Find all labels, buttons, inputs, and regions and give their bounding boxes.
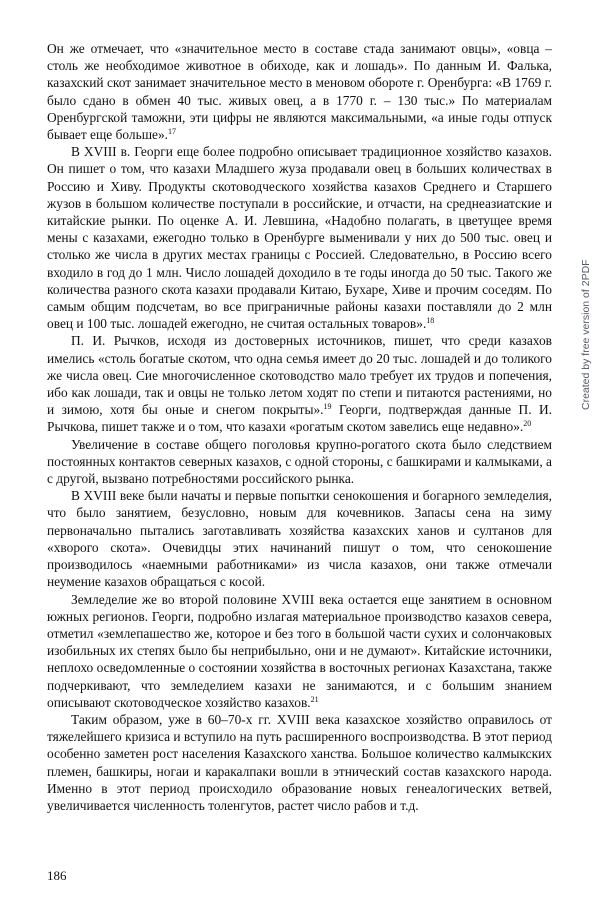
watermark-text: Created by free version of 2PDF: [580, 259, 592, 410]
paragraph-text: П. И. Рычков, исходя из достоверных источников, пишет, что среди казахов имелись «столь богатые скотом, что одна семья имеет до 20 тыс. лошадей и до толикого же числа овец. Сие многочисленное скотоводство мало требует их трудов и попечения, ибо как лошади, так и овцы не только летом ходят по степи и питаются растениями, но и зимою, хотя бы оные и снегом покрыты».: [47, 333, 552, 418]
paragraph-6: [47, 591, 552, 711]
paragraph-1: [47, 40, 552, 143]
paragraph-text-continued: Георги, подтверждая данные П. И. Рычкова, пишет также и о том, что казахи «рогатым скотом завелись еще недавно».: [47, 402, 553, 435]
page-number: 186: [47, 868, 67, 883]
page-body: [47, 40, 552, 814]
footnote-ref: 17: [168, 127, 177, 137]
paragraph-7: [47, 711, 552, 814]
paragraph-text: В XVIII веке были начаты и первые попытки сенокошения и богарного земледелия, что было занятием, безусловно, новым для кочевников. Запасы сена на зиму первоначально пытались заготавливать хозяйства казахских ханов и султанов для «хворого скота». Очевидцы этих начинаний пишут о том, что сенокошение производилось «наемными работниками» из числа казахов, они также отмечали неумение казахов обращаться с косой.: [47, 488, 552, 590]
paragraph-text: В XVIII в. Георги еще более подробно описывает традиционное хозяйство казахов. Он пишет о том, что казахи Младшего жуза продавали овец в больших количествах в Россию и Хиву. Продукты скотоводческого хозяйства казахов Среднего и Старшего жузов в большом количестве поступали в российские, и отчасти, на среднеазиатские и китайские рынки. По оценке А. И. Левшина, «Надобно полагать, в цветущее время мены с казахами, ежегодно только в Оренбурге выменивали у них до 500 тыс. овец и столько же числа в других местах границы с Россией. Следовательно, в Россию всего входило в год до 1 млн. Число лошадей доходило в те годы иногда до 50 тыс. Такого же количества разного скота казахи продавали Китаю, Бухаре, Хиве и прочим соседям. По самым общим подсчетам, во все приграничные районы казахи поставляли до 2 млн овец и 100 тыс. лошадей ежегодно, не считая остальных товаров».: [47, 144, 552, 332]
footnote-ref: 19: [323, 402, 332, 412]
paragraph-2: [47, 143, 552, 332]
footnote-ref: 20: [523, 419, 532, 429]
paragraph-text: Земледелие же во второй половине XVIII века остается еще занятием в основном южных регионов. Георги, подробно излагая материальное производство казахов севера, отметил «землепашество же, которое и без того в большой части сухих и солончаковых изобильных их степях было бы неприбыльно, они и не думают». Китайские источники, неплохо осведомленные о состоянии хозяйства в восточных регионах Казахстана, также подчеркивают, что земледелием казахи не занимаются, и с большим знанием описывают скотоводческое хозяйство казахов.: [47, 591, 552, 710]
paragraph-5: [47, 487, 552, 590]
paragraph-3: [47, 332, 552, 435]
paragraph-text: Увеличение в составе общего поголовья крупно-рогатого скота было следствием постоянных контактов северных казахов, с одной стороны, с башкирами и калмыками, а с другой, вызвано потребностями российского рынка.: [47, 436, 552, 487]
paragraph-4: [47, 436, 552, 488]
paragraph-text: Он же отмечает, что «значительное место в составе стада занимают овцы», «овца – столь же необходимое животное в обиходе, как и лошадь». По данным И. Фалька, казахский скот занимает значительное место в меновом обороте г. Оренбурга: «В 1769 г. было сдано в обмен 40 тыс. живых овец, а в 1770 г. – 130 тыс.» По материалам Оренбургской таможни, эти цифры не являются максимальными, «а иные годы отпуск бывает еще больше».: [47, 41, 552, 143]
paragraph-text: Таким образом, уже в 60–70-х гг. XVIII века казахское хозяйство оправилось от тяжелейшего кризиса и вступило на путь расширенного воспроизводства. В этот период особенно заметен рост населения Казахского ханства. Большое количество калмыкских племен, башкиры, ногаи и каракалпаки вошли в этнический состав казахского народа. Именно в этот период происходило образование новых генеалогических ветвей, увеличивается численность толенгутов, растет число рабов и т.д.: [47, 711, 552, 813]
footnote-ref: 21: [310, 694, 319, 704]
footnote-ref: 18: [426, 316, 435, 326]
